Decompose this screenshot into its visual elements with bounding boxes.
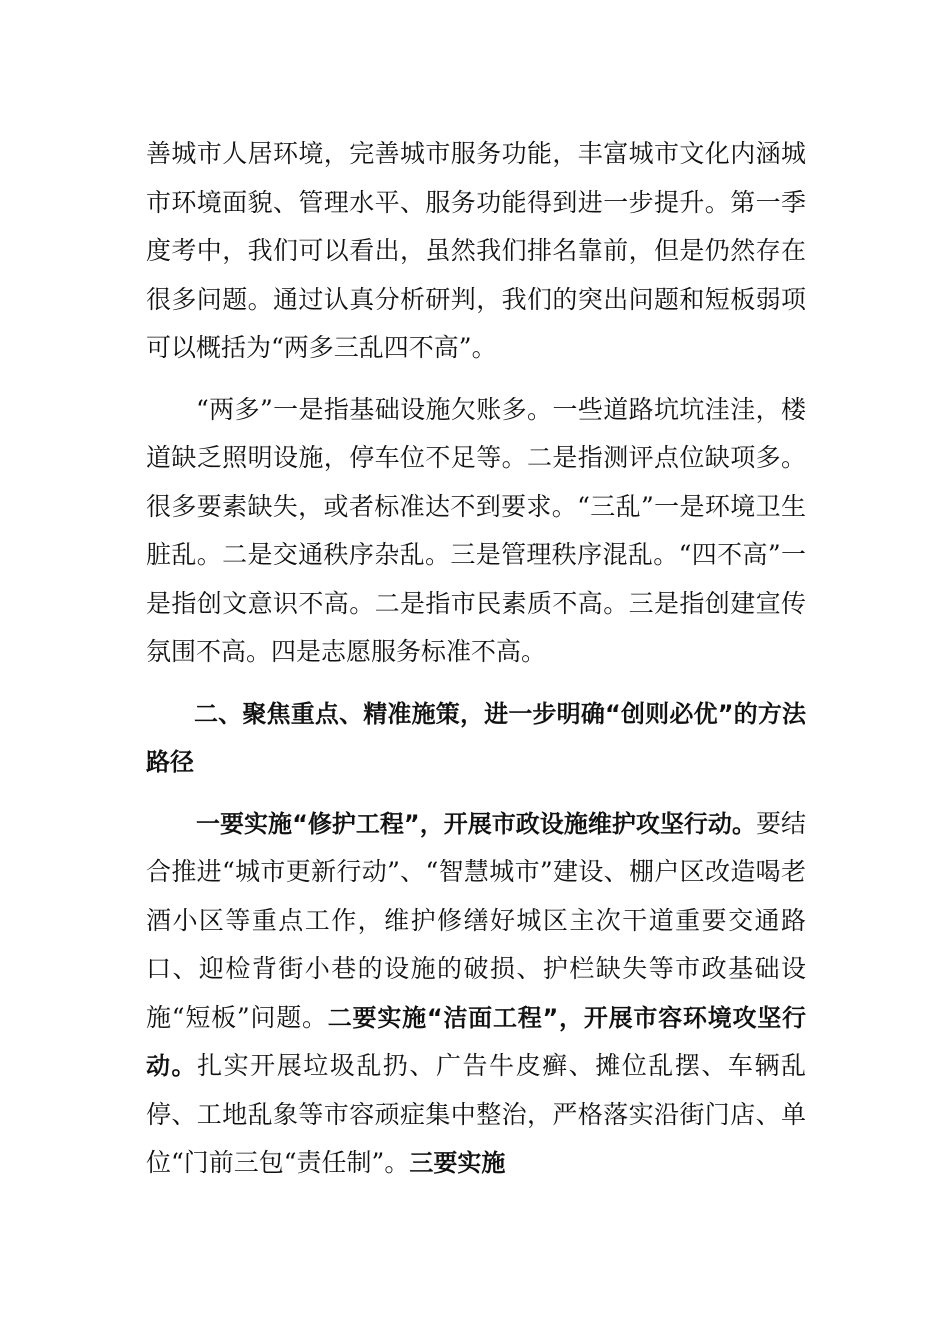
measure-two-title: 二要实施“洁面工程”，开展市容环境攻坚行动。	[146, 1003, 807, 1080]
measure-one-title: 一要实施“修护工程”，开展市政设施维护攻坚行动。	[196, 809, 756, 838]
paragraph-measures	[146, 800, 806, 1188]
measure-two-text: 扎实开展垃圾乱扔、广告牛皮癣、摊位乱摆、车辆乱停、工地乱象等市容顽症集中整治，严格落实沿街门店、单位“门前三包“责任制”。	[146, 1051, 806, 1177]
document-body	[146, 130, 806, 1201]
measure-three-title: 三要实施	[409, 1149, 506, 1177]
measure-one-text: 要结合推进“城市更新行动”、“智慧城市”建设、棚户区改造喝老酒小区等重点工作，维护修缮好城区主次干道重要交通路口、迎检背街小巷的设施的破损、护栏缺失等市政基础设施“短板”问题。	[146, 808, 806, 1032]
paragraph-problems-detail: “两多”一是指基础设施欠账多。一些道路坑坑洼洼，楼道缺乏照明设施，停车位不足等。二是指测评点位缺项多。很多要素缺失，或者标准达不到要求。“三乱”一是环境卫生脏乱。二是交通秩序杂乱。三是管理秩序混乱。“四不高”一是指创文意识不高。二是指市民素质不高。三是指创建宣传氛围不高。四是志愿服务标准不高。	[146, 394, 806, 666]
paragraph-issues-summary: 善城市人居环境，完善城市服务功能，丰富城市文化内涵城市环境面貌、管理水平、服务功能得到进一步提升。第一季度考中，我们可以看出，虽然我们排名靠前，但是仍然存在很多问题。通过认真分析研判，我们的突出问题和短板弱项可以概括为“两多三乱四不高”。	[146, 139, 806, 362]
section-heading: 二、聚焦重点、精准施策，进一步明确“创则必优”的方法路径	[146, 699, 806, 776]
